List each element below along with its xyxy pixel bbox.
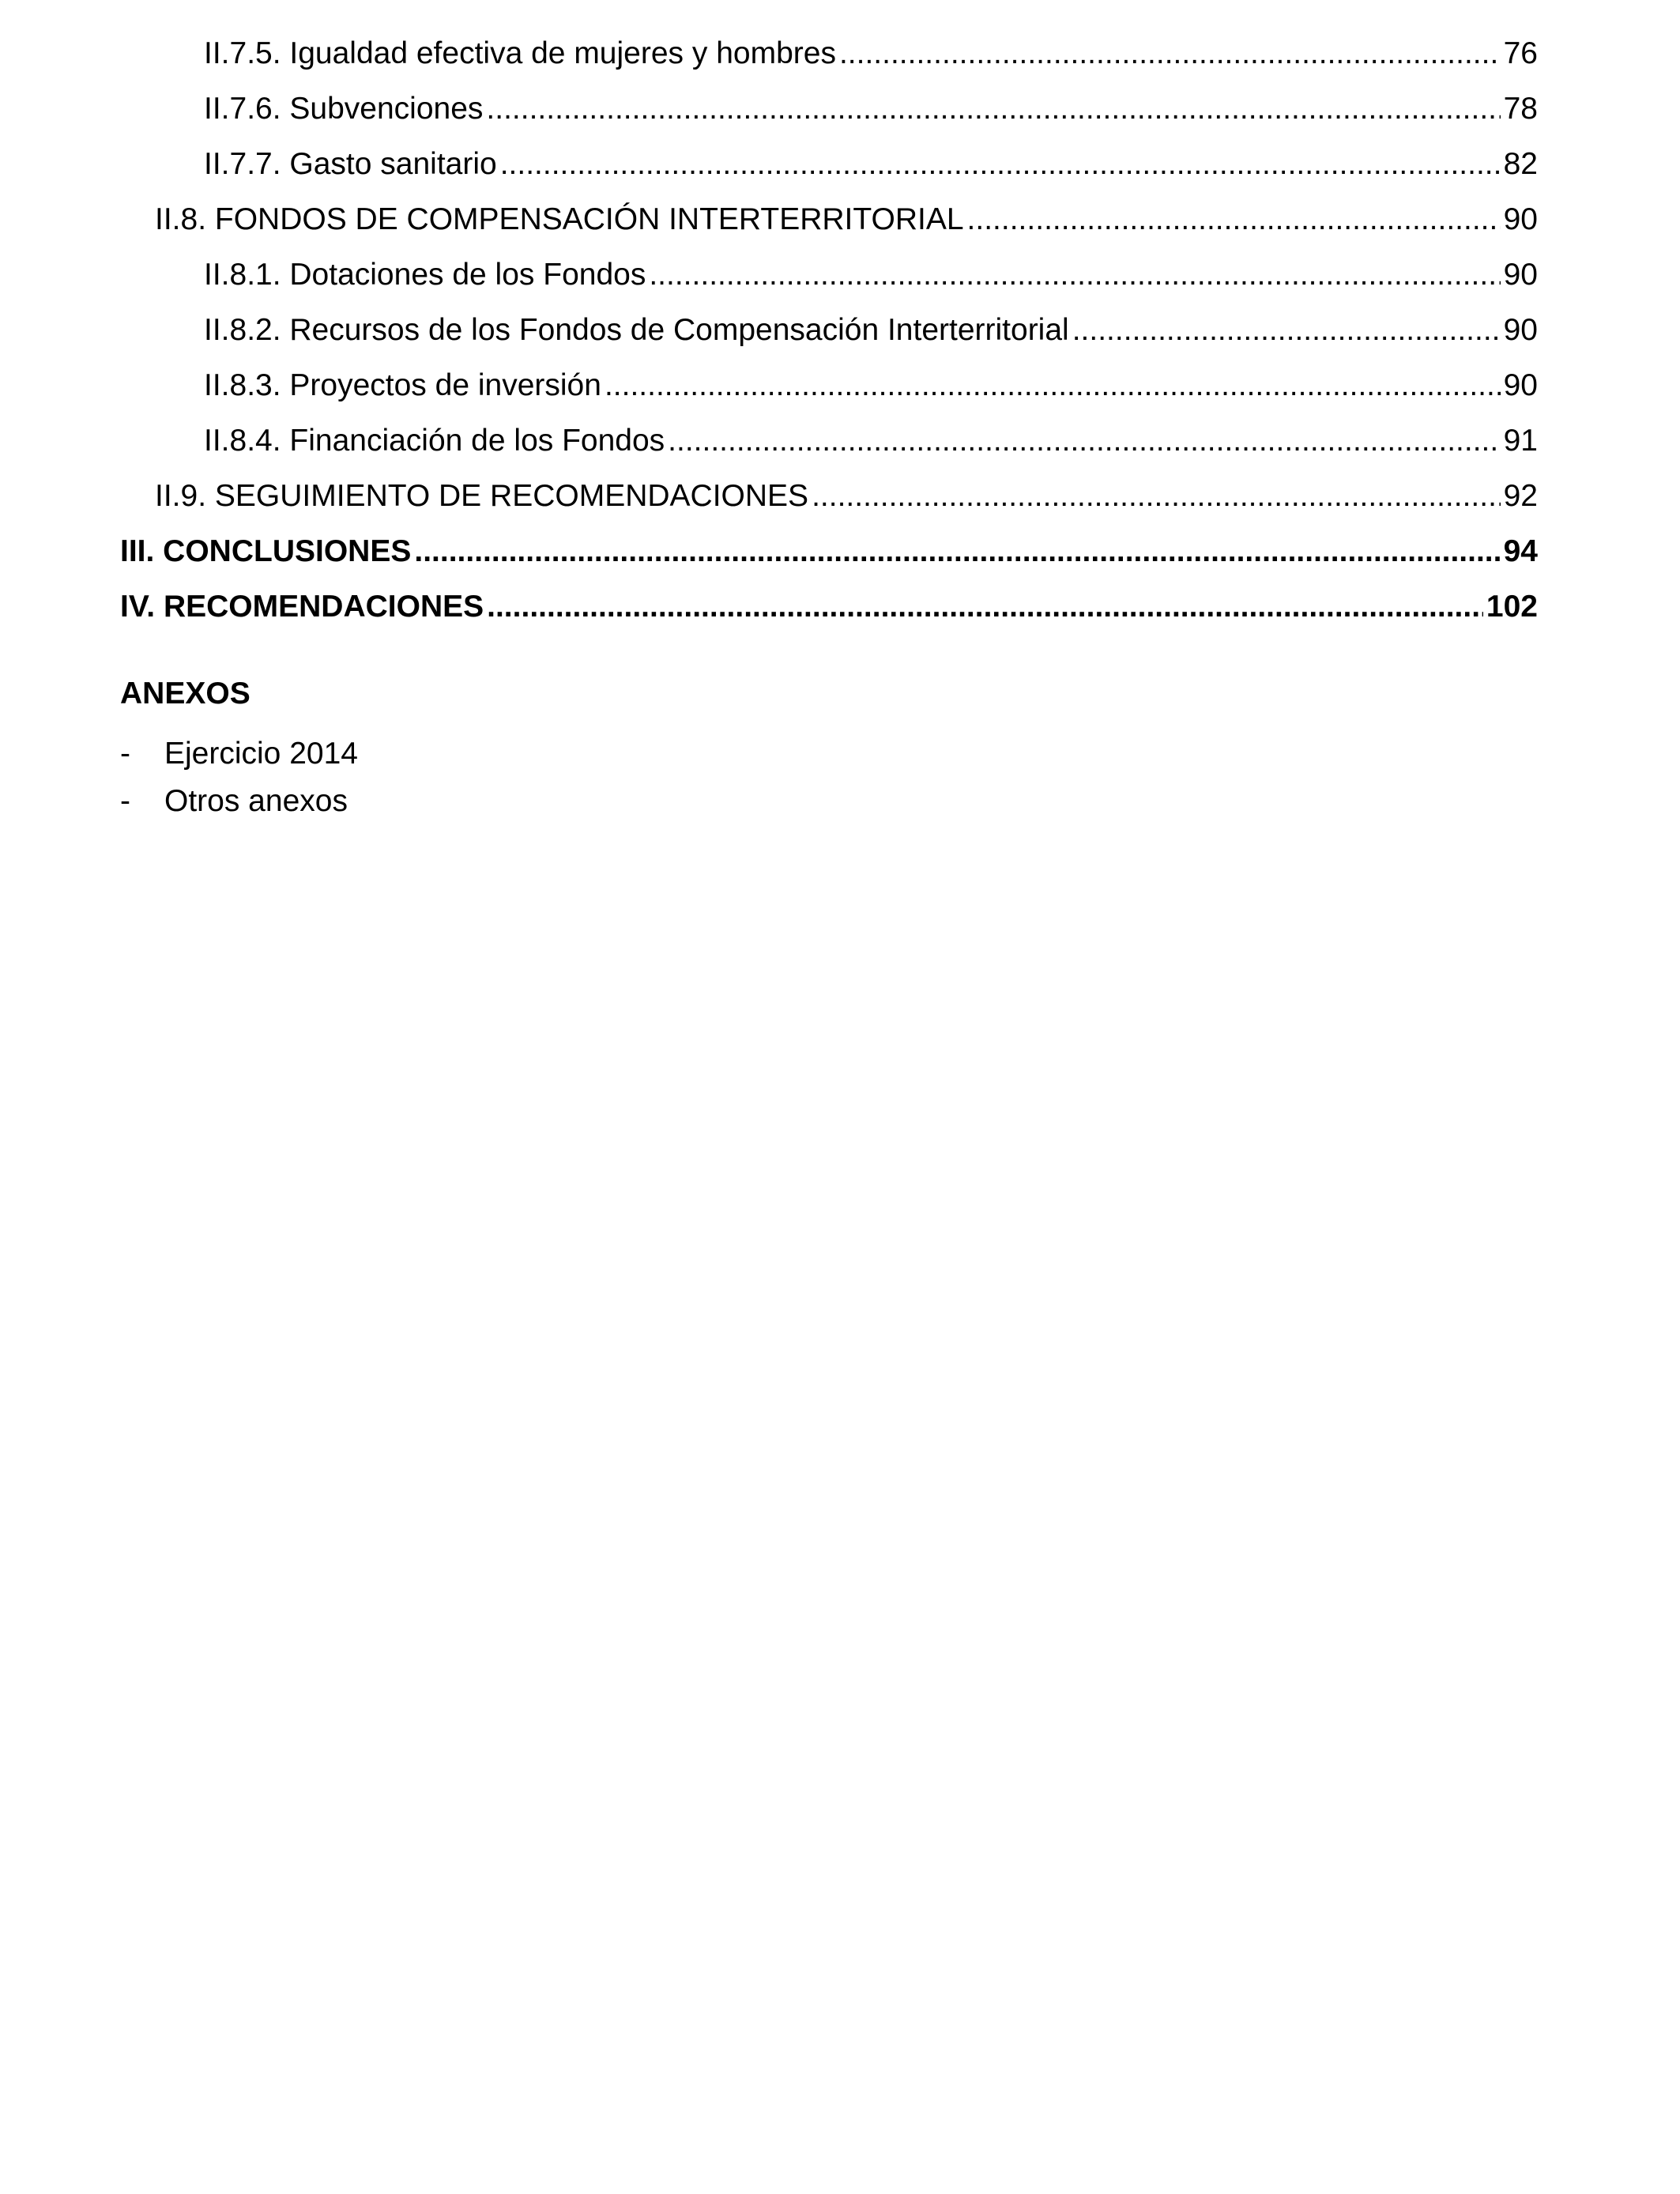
toc-entry-financiacion[interactable] [204,417,1538,465]
toc-entry-label: II.7.7. Gasto sanitario [204,147,497,181]
toc-entry-label: II.8.4. Financiación de los Fondos [204,424,665,458]
toc-entry-gasto-sanitario[interactable] [204,141,1538,188]
toc-entry-page: 102 [1486,590,1538,624]
toc-dot-leader [500,141,1501,188]
toc-dot-leader [649,251,1500,299]
toc-entry-label: II.8.1. Dotaciones de los Fondos [204,258,646,292]
annex-item-otros[interactable] [120,778,348,825]
list-bullet-dash: - [120,737,130,771]
annexes-heading: ANEXOS [120,677,250,711]
toc-entry-fondos-compensacion[interactable] [155,196,1538,243]
annex-item-label: Otros anexos [164,784,348,818]
toc-entry-label: II.8. FONDOS DE COMPENSACIÓN INTERTERRITORIAL [155,202,964,236]
toc-entry-dotaciones[interactable] [204,251,1538,299]
list-bullet-dash: - [120,784,130,818]
toc-dot-leader [487,583,1483,631]
toc-entry-page: 92 [1503,479,1538,513]
toc-entry-label: II.9. SEGUIMIENTO DE RECOMENDACIONES [155,479,809,513]
annex-item-ejercicio[interactable] [120,730,358,778]
toc-dot-leader [839,30,1501,77]
toc-entry-conclusiones[interactable] [120,528,1538,575]
toc-entry-page: 82 [1503,147,1538,181]
toc-entry-page: 90 [1503,368,1538,402]
toc-dot-leader [605,362,1501,409]
toc-entry-page: 76 [1503,36,1538,70]
toc-dot-leader [486,85,1500,133]
toc-entry-page: 78 [1503,92,1538,126]
toc-entry-label: II.8.3. Proyectos de inversión [204,368,601,402]
toc-entry-page: 90 [1503,258,1538,292]
toc-entry-subvenciones[interactable] [204,85,1538,133]
toc-entry-label: II.8.2. Recursos de los Fondos de Compensación Interterritorial [204,313,1069,347]
toc-entry-label: III. CONCLUSIONES [120,534,412,568]
toc-entry-label: II.7.6. Subvenciones [204,92,484,126]
toc-entry-seguimiento[interactable] [155,473,1538,520]
toc-entry-recomendaciones[interactable] [120,583,1538,631]
toc-dot-leader [1072,307,1501,354]
toc-dot-leader [414,528,1500,575]
toc-dot-leader [812,473,1501,520]
annex-item-label: Ejercicio 2014 [164,737,358,771]
toc-entry-label: II.7.5. Igualdad efectiva de mujeres y hombres [204,36,836,70]
toc-entry-page: 94 [1503,534,1538,568]
toc-dot-leader [967,196,1501,243]
toc-entry-page: 90 [1503,202,1538,236]
toc-dot-leader [668,417,1500,465]
toc-entry-page: 90 [1503,313,1538,347]
toc-entry-recursos[interactable] [204,307,1538,354]
toc-entry-page: 91 [1503,424,1538,458]
toc-entry-proyectos[interactable] [204,362,1538,409]
toc-entry-igualdad[interactable] [204,30,1538,77]
toc-entry-label: IV. RECOMENDACIONES [120,590,484,624]
